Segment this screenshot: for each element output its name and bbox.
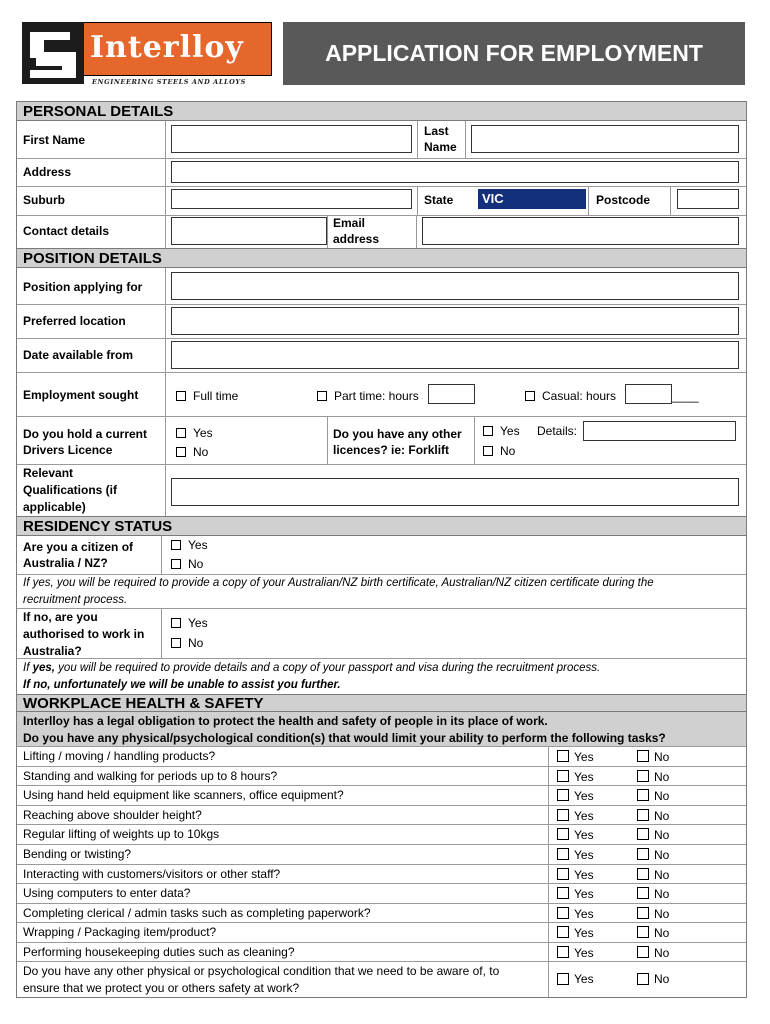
postcode-label: Postcode xyxy=(596,193,651,207)
whs-task-row xyxy=(17,746,746,767)
authorised-no-label: No xyxy=(188,636,204,650)
last-name-label-l1: Last xyxy=(424,124,449,138)
qualifications-input[interactable] xyxy=(171,478,739,506)
whs-yes-label: Yes xyxy=(574,887,594,902)
whs-last-yes-label: Yes xyxy=(574,972,594,986)
whs-no-label: No xyxy=(654,808,670,823)
whs-yes-checkbox[interactable] xyxy=(557,789,569,801)
drivers-licence-label-l1: Do you hold a current xyxy=(23,427,148,441)
whs-no-label: No xyxy=(654,789,670,804)
whs-last-yes-checkbox[interactable] xyxy=(557,973,569,985)
whs-task-question: Standing and walking for periods up to 8 hours? xyxy=(23,768,278,783)
authorised-no-checkbox[interactable] xyxy=(171,638,181,648)
whs-yes-checkbox[interactable] xyxy=(557,750,569,762)
employment-sought-label: Employment sought xyxy=(23,388,139,402)
other-licence-details-input[interactable] xyxy=(583,421,736,441)
citizen-yes-checkbox[interactable] xyxy=(171,540,181,550)
licence-no-label: No xyxy=(193,445,209,459)
whs-no-checkbox[interactable] xyxy=(637,946,649,958)
whs-yes-label: Yes xyxy=(574,808,594,823)
whs-no-label: No xyxy=(654,867,670,882)
authorised-label-l1: If no, are you xyxy=(23,610,98,624)
casual-hours-input[interactable] xyxy=(625,384,672,404)
whs-yes-label: Yes xyxy=(574,906,594,921)
citizen-no-label: No xyxy=(188,557,204,571)
whs-last-task-l1: Do you have any other physical or psychological condition that we need to be aware of, to xyxy=(23,964,500,978)
whs-no-label: No xyxy=(654,906,670,921)
whs-no-checkbox[interactable] xyxy=(637,868,649,880)
part-time-checkbox[interactable] xyxy=(317,391,327,401)
whs-no-checkbox[interactable] xyxy=(637,907,649,919)
whs-intro-l2: Do you have any physical/psychological condition(s) that would limit your ability to perform the following tasks? xyxy=(23,731,666,745)
whs-task-question: Bending or twisting? xyxy=(23,847,132,861)
whs-task-row xyxy=(17,805,746,826)
citizen-yes-label: Yes xyxy=(188,538,208,552)
section-personal-details: PERSONAL DETAILS xyxy=(17,102,746,121)
section-workplace-health-safety: WORKPLACE HEALTH & SAFETY xyxy=(17,694,746,712)
whs-no-label: No xyxy=(654,750,670,764)
citizen-note-l1: If yes, you will be required to provide a copy of your Australian/NZ birth certificate, Australian/NZ citizen certificate during the xyxy=(23,577,654,589)
whs-no-checkbox[interactable] xyxy=(637,789,649,801)
whs-yes-label: Yes xyxy=(574,867,594,882)
whs-yes-label: Yes xyxy=(574,769,594,784)
whs-task-row xyxy=(17,883,746,904)
logo-tagline: ENGINEERING STEELS AND ALLOYS xyxy=(92,78,246,86)
date-available-label: Date available from xyxy=(23,348,134,362)
whs-task-question: Completing clerical / admin tasks such as completing paperwork? xyxy=(23,905,371,920)
whs-task-row xyxy=(17,922,746,943)
other-licence-no-label: No xyxy=(500,444,516,458)
other-licence-yes-label: Yes xyxy=(500,424,520,438)
position-applying-input[interactable] xyxy=(171,272,739,300)
licence-yes-checkbox[interactable] xyxy=(176,428,186,438)
licence-yes-label: Yes xyxy=(193,426,213,440)
state-select[interactable]: VIC xyxy=(478,189,586,209)
logo-brand-text: Interlloy xyxy=(90,30,244,65)
whs-yes-label: Yes xyxy=(574,946,594,960)
whs-yes-label: Yes xyxy=(574,750,594,764)
first-name-label: First Name xyxy=(23,133,86,147)
whs-task-question: Using hand held equipment like scanners, office equipment? xyxy=(23,788,344,803)
part-time-hours-input[interactable] xyxy=(428,384,475,404)
last-name-input[interactable] xyxy=(471,125,739,153)
whs-yes-checkbox[interactable] xyxy=(557,868,569,880)
email-input[interactable] xyxy=(422,217,739,245)
contact-details-label: Contact details xyxy=(23,224,110,238)
casual-checkbox[interactable] xyxy=(525,391,535,401)
qualifications-label-l2: Qualifications (if xyxy=(23,483,118,497)
citizen-label-l2: Australia / NZ? xyxy=(23,556,108,570)
unable-assist-note: If no, unfortunately we will be unable to assist you further. xyxy=(23,679,341,691)
whs-last-no-label: No xyxy=(654,972,670,986)
whs-yes-label: Yes xyxy=(574,848,594,862)
casual-hours-blank: ____ xyxy=(672,389,699,403)
whs-task-question: Reaching above shoulder height? xyxy=(23,807,202,822)
visa-note: If yes, you will be required to provide details and a copy of your passport and visa during the recruitment process. xyxy=(23,662,601,674)
qualifications-label-l3: applicable) xyxy=(23,500,86,514)
whs-no-checkbox[interactable] xyxy=(637,750,649,762)
other-licence-no-checkbox[interactable] xyxy=(483,446,493,456)
date-available-input[interactable] xyxy=(171,341,739,369)
whs-no-checkbox[interactable] xyxy=(637,770,649,782)
whs-task-row xyxy=(17,785,746,806)
whs-no-label: No xyxy=(654,828,670,843)
part-time-label: Part time: hours xyxy=(334,389,419,403)
preferred-location-label: Preferred location xyxy=(23,314,126,328)
suburb-input[interactable] xyxy=(171,189,412,209)
suburb-label: Suburb xyxy=(23,193,65,207)
whs-task-row xyxy=(17,844,746,865)
whs-no-checkbox[interactable] xyxy=(637,828,649,840)
casual-label: Casual: hours xyxy=(542,389,617,403)
whs-yes-checkbox[interactable] xyxy=(557,926,569,938)
citizen-note-l2: recruitment process. xyxy=(23,594,128,606)
whs-yes-checkbox[interactable] xyxy=(557,770,569,782)
whs-yes-checkbox[interactable] xyxy=(557,887,569,899)
logo-emblem xyxy=(22,22,84,84)
citizen-no-checkbox[interactable] xyxy=(171,559,181,569)
whs-yes-label: Yes xyxy=(574,828,594,843)
whs-yes-checkbox[interactable] xyxy=(557,848,569,860)
whs-no-label: No xyxy=(654,848,670,862)
contact-details-input[interactable] xyxy=(171,217,327,245)
email-label-l1: Email xyxy=(333,216,366,230)
whs-no-label: No xyxy=(654,946,670,960)
full-time-checkbox[interactable] xyxy=(176,391,186,401)
whs-yes-checkbox[interactable] xyxy=(557,907,569,919)
whs-no-label: No xyxy=(654,887,670,902)
form-title: APPLICATION FOR EMPLOYMENT xyxy=(283,22,745,85)
whs-last-task-l2: ensure that we protect you or others safety at work? xyxy=(23,981,300,995)
citizen-label-l1: Are you a citizen of xyxy=(23,540,134,554)
whs-yes-checkbox[interactable] xyxy=(557,828,569,840)
whs-task-question: Using computers to enter data? xyxy=(23,886,191,901)
authorised-yes-label: Yes xyxy=(188,616,208,630)
whs-yes-checkbox[interactable] xyxy=(557,946,569,958)
position-applying-label: Position applying for xyxy=(23,280,143,294)
drivers-licence-label-l2: Drivers Licence xyxy=(23,443,113,457)
authorised-label-l3: Australia? xyxy=(23,644,82,658)
state-label: State xyxy=(424,193,454,207)
first-name-input[interactable] xyxy=(171,125,412,153)
other-licences-label-l2: licences? ie: Forklift xyxy=(333,443,450,457)
preferred-location-input[interactable] xyxy=(171,307,739,335)
section-position-details: POSITION DETAILS xyxy=(17,248,746,268)
authorised-label-l2: authorised to work in xyxy=(23,627,145,641)
whs-no-label: No xyxy=(654,926,670,941)
last-name-label-l2: Name xyxy=(424,140,457,154)
whs-task-row xyxy=(17,864,746,885)
whs-no-checkbox[interactable] xyxy=(637,887,649,899)
whs-task-question: Wrapping / Packaging item/product? xyxy=(23,925,217,940)
whs-no-checkbox[interactable] xyxy=(637,848,649,860)
whs-task-question: Interacting with customers/visitors or other staff? xyxy=(23,866,281,881)
whs-last-no-checkbox[interactable] xyxy=(637,973,649,985)
whs-task-row xyxy=(17,942,746,963)
section-residency-status: RESIDENCY STATUS xyxy=(17,516,746,536)
full-time-label: Full time xyxy=(193,389,239,403)
whs-task-question: Regular lifting of weights up to 10kgs xyxy=(23,827,220,842)
other-licence-yes-checkbox[interactable] xyxy=(483,426,493,436)
whs-task-row xyxy=(17,766,746,787)
whs-no-checkbox[interactable] xyxy=(637,809,649,821)
whs-no-checkbox[interactable] xyxy=(637,926,649,938)
other-licences-label-l1: Do you have any other xyxy=(333,427,462,441)
email-label-l2: address xyxy=(333,232,380,246)
postcode-input[interactable] xyxy=(677,189,739,209)
whs-intro-l1: Interlloy has a legal obligation to protect the health and safety of people in its place of work. xyxy=(23,714,548,728)
whs-task-question: Performing housekeeping duties such as cleaning? xyxy=(23,945,295,959)
whs-task-row xyxy=(17,824,746,845)
address-label: Address xyxy=(23,165,72,179)
application-form xyxy=(16,101,747,998)
qualifications-label-l1: Relevant xyxy=(23,466,74,480)
address-input[interactable] xyxy=(171,161,739,183)
licence-no-checkbox[interactable] xyxy=(176,447,186,457)
whs-last-task-row xyxy=(17,961,746,998)
authorised-yes-checkbox[interactable] xyxy=(171,618,181,628)
whs-yes-label: Yes xyxy=(574,789,594,804)
whs-task-question: Lifting / moving / handling products? xyxy=(23,749,216,763)
whs-task-row xyxy=(17,903,746,924)
whs-yes-checkbox[interactable] xyxy=(557,809,569,821)
whs-no-label: No xyxy=(654,769,670,784)
whs-yes-label: Yes xyxy=(574,926,594,941)
interlloy-logo xyxy=(22,22,272,86)
other-licence-details-label: Details: xyxy=(537,424,578,438)
